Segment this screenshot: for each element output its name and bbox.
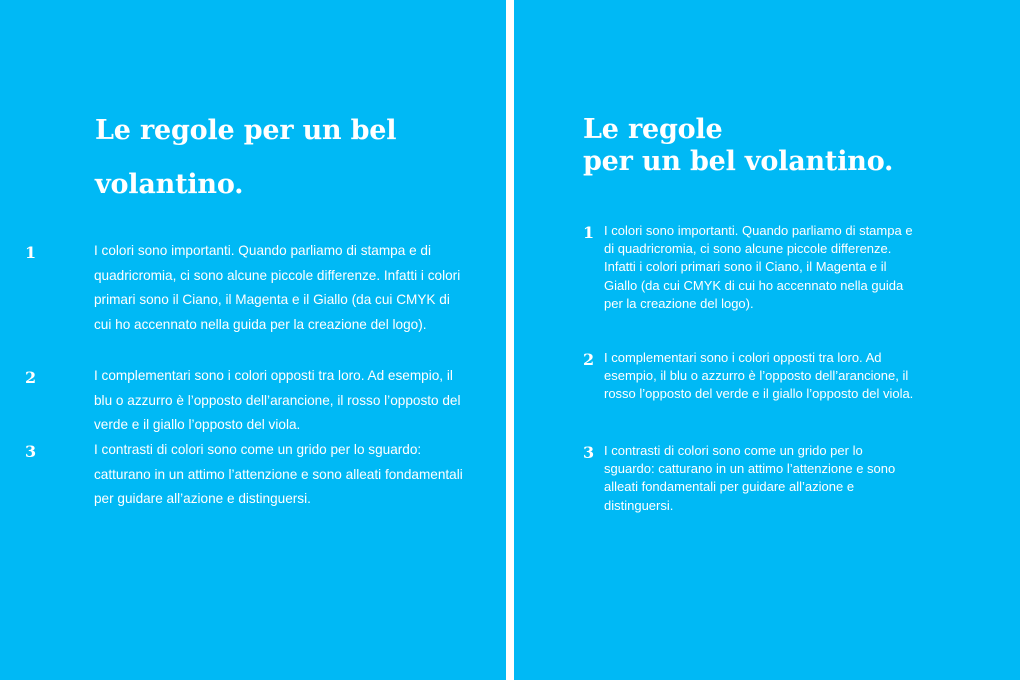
right-title-line-2: per un bel volantino. bbox=[583, 146, 894, 177]
right-item-number: 1 bbox=[583, 223, 595, 242]
left-item-text: I complementari sono i colori opposti tra loro. Ad esempio, il blu o azzurro è l’opposto dell’arancione, il rosso l’opposto del verde e il giallo l’opposto del viola. bbox=[94, 368, 461, 432]
right-item-text: I complementari sono i colori opposti tra loro. Ad esempio, il blu o azzurro è l’opposto dell’arancione, il rosso l’opposto del verde e il giallo l’opposto del viola. bbox=[604, 350, 914, 402]
left-title: Le regole per un bel volantino. bbox=[95, 115, 397, 200]
left-item-number: 1 bbox=[25, 243, 37, 262]
right-item-text: I colori sono importanti. Quando parliamo di stampa e di quadricromia, ci sono alcune piccole differenze. Infatti i colori primari sono il Ciano, il Magenta e il Giallo (da cui CMYK di cui ho accennato nella guida per la creazione del logo). bbox=[604, 223, 913, 311]
right-flyer-panel bbox=[514, 0, 1020, 680]
left-flyer-panel bbox=[0, 0, 506, 680]
left-item-text: I contrasti di colori sono come un grido per lo sguardo: catturano in un attimo l’attenzione e sono alleati fondamentali per guidare all’azione e distinguersi. bbox=[94, 442, 463, 506]
right-item-text: I contrasti di colori sono come un grido per lo sguardo: catturano in un attimo l’attenzione e sono alleati fondamentali per guidare all’azione e distinguersi. bbox=[604, 443, 896, 513]
right-title-line-1: Le regole bbox=[583, 114, 723, 145]
right-item-number: 3 bbox=[583, 443, 595, 462]
left-item-number: 2 bbox=[25, 368, 37, 387]
left-item-text: I colori sono importanti. Quando parliamo di stampa e di quadricromia, ci sono alcune piccole differenze. Infatti i colori primari sono il Ciano, il Magenta e il Giallo (da cui CMYK di cui ho accennato nella guida per la creazione del logo). bbox=[94, 243, 461, 332]
right-item-number: 2 bbox=[583, 350, 595, 369]
right-title bbox=[583, 114, 1003, 178]
left-item-number: 3 bbox=[25, 442, 37, 461]
